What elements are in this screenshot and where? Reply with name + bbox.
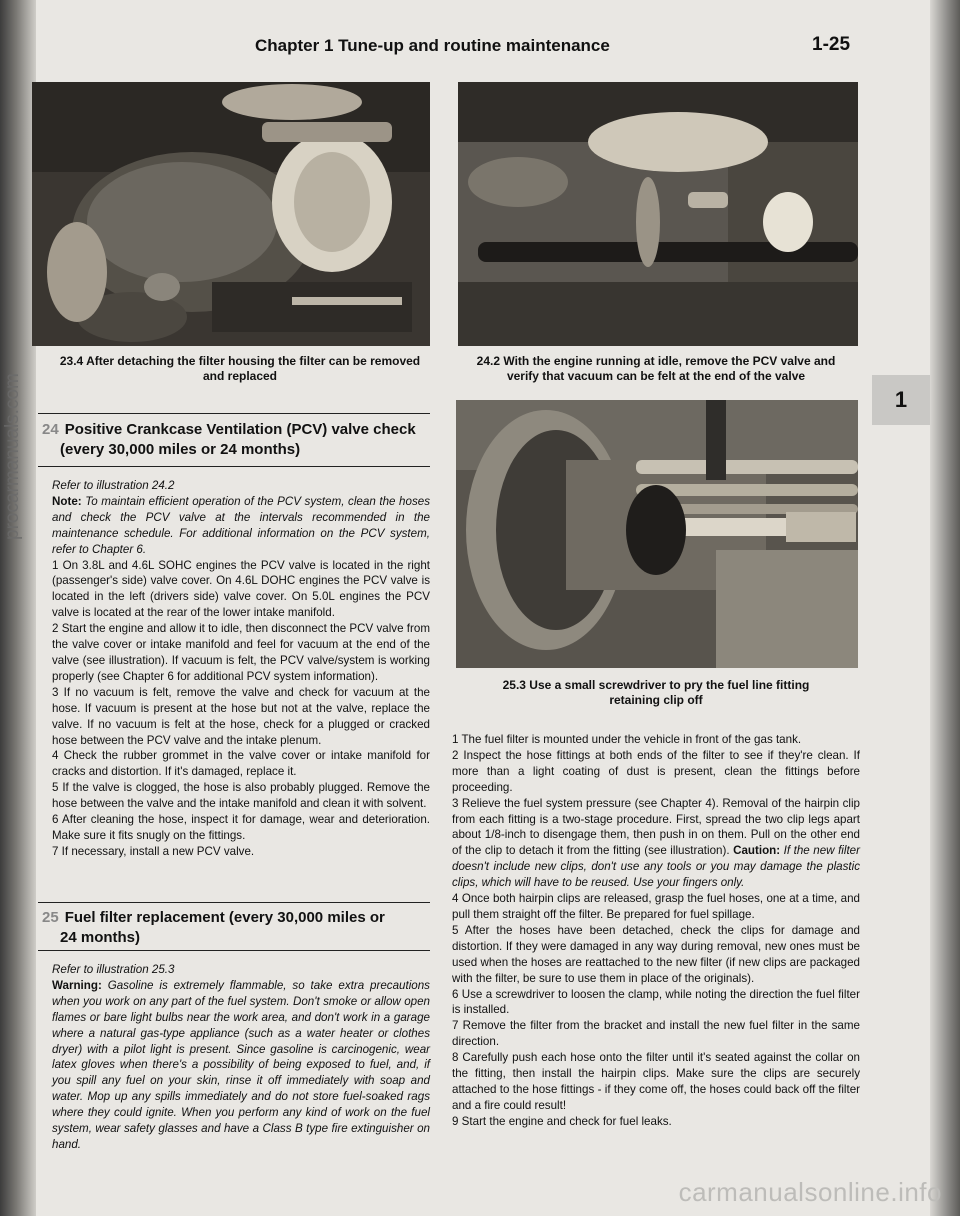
photo-pcv-valve — [458, 82, 858, 346]
section-24-title-line1: Positive Crankcase Ventilation (PCV) valve check — [64, 421, 416, 438]
section-25-title-line2: 24 months) — [60, 929, 141, 946]
section-24-paragraph-6: 6 After cleaning the hose, inspect it for damage, wear and deterioration. Make sure it fits snugly on the fittings. — [52, 813, 430, 842]
section-25-paragraph-7: 7 Remove the filter from the bracket and install the new fuel filter in the same direction. — [452, 1019, 860, 1049]
caption-25-3-line1: 25.3 Use a small screwdriver to pry the fuel line fitting — [502, 678, 810, 692]
caption-24-2 — [452, 354, 860, 384]
photo-air-filter-housing — [32, 82, 430, 346]
section-25-top-rule — [38, 902, 430, 903]
watermark-bottom: carmanualsonline.info — [678, 1177, 942, 1207]
section-25-warning-text: Gasoline is extremely flammable, so take extra precautions when you work on any part of the fuel system. Don't smoke or allow open flames or bare light bulbs near the work area, and don't work in a garage where a natural gas-type appliance (such as a water heater or clothes dryer) with a pilot light is present. Since gasoline is carcinogenic, wear latex gloves when there's a possibility of being exposed to fuel, and, if you spill any fuel on your skin, rinse it off immediately with soap and water. Mop up any spills immediately and do not store fuel-soaked rags where they could ignite. When you perform any kind of work on the fuel system, wear safety glasses and have a Class B type fire extinguisher on hand. — [52, 978, 430, 1151]
section-25-paragraph-3: 3 Relieve the fuel system pressure (see Chapter 4). Removal of the hairpin clip from each fitting is a two-stage procedure. First, spread the two clip legs apart about 1/8-inch to disengage them, then push in on them. Pull on the other end of the clip to detach it from the fitting (see illustration). — [452, 796, 860, 858]
section-24-paragraph-5: 5 If the valve is clogged, the hose is also probably plugged. Remove the hose between the valve and the intake manifold and clean it with solvent. — [52, 781, 430, 811]
section-24-number: 24 — [42, 421, 59, 438]
section-25-paragraph-5: 5 After the hoses have been detached, check the clips for damage and distortion. If they were damaged in any way during removal, new ones must be used when the hoses are reattached to the new filter (if new clips are packaged with the filter, be sure to use them in place of the originals). — [452, 923, 860, 985]
section-24-note-text: To maintain efficient operation of the PCV system, clean the hoses and check the PCV valve at the intervals recommended in the maintenance schedule. For additional information on the PCV system, refer to Chapter 6. — [52, 494, 430, 556]
section-25-caution-text: If the new filter doesn't include new clips, don't use any tools or you may damage the plastic clips, which will have to be reused. Use your fingers only. — [452, 844, 860, 890]
page-header — [0, 28, 960, 58]
section-25-number: 25 — [42, 909, 59, 926]
section-25-refer: Refer to illustration 25.3 — [52, 963, 175, 976]
section-24-top-rule — [38, 413, 430, 414]
section-25-bottom-rule — [38, 950, 430, 951]
section-24-body — [52, 478, 430, 860]
chapter-side-tab: 1 — [872, 375, 930, 425]
section-25-body — [452, 732, 860, 1130]
photo-fuel-filter-clip — [456, 400, 858, 668]
section-25-paragraph-6: 6 Use a screwdriver to loosen the clamp, while noting the direction the fuel filter is installed. — [452, 987, 860, 1017]
section-24-paragraph-2: 2 Start the engine and allow it to idle, then disconnect the PCV valve from the valve cover or intake manifold and feel for vacuum at the end of the valve (see illustration). If vacuum is felt, the PCV valve/system is working properly (see Chapter 6 for additional PCV system information). — [52, 622, 430, 683]
section-24-heading — [42, 420, 432, 460]
section-25-paragraph-9: 9 Start the engine and check for fuel leaks. — [452, 1114, 672, 1128]
section-24-refer: Refer to illustration 24.2 — [52, 479, 175, 492]
section-25-title-line1: Fuel filter replacement (every 30,000 miles or — [64, 909, 385, 926]
section-25-paragraph-4: 4 Once both hairpin clips are released, grasp the fuel hoses, one at a time, and pull them straight off the filter. Be prepared for fuel spillage. — [452, 892, 860, 921]
section-25-paragraph-8: 8 Carefully push each hose onto the filter until it's seated against the collar on the fitting, then install the hairpin clips. Make sure the clips are securely attached to the hose fittings - if they come off, the hoses could back off the filter and a fire could result! — [452, 1051, 860, 1112]
caption-23-4-line1: 23.4 After detaching the filter housing the filter can be removed — [59, 354, 421, 368]
section-25-warning-block — [52, 962, 430, 1153]
caption-23-4 — [40, 354, 440, 384]
caption-25-3 — [452, 678, 860, 708]
section-24-paragraph-1: 1 On 3.8L and 4.6L SOHC engines the PCV valve is located in the right (passenger's side) valve cover. On 4.6L DOHC engines the PCV valve is located in the left (drivers side) valve cover. On 5.0L engines the PCV valve is located at the rear of the lower intake manifold. — [52, 558, 430, 620]
section-25-caution-label: Caution: — [733, 844, 781, 858]
section-24-bottom-rule — [38, 466, 430, 467]
section-25-paragraph-1: 1 The fuel filter is mounted under the vehicle in front of the gas tank. — [452, 733, 802, 746]
section-24-paragraph-7: 7 If necessary, install a new PCV valve. — [52, 844, 255, 858]
caption-25-3-line2: retaining clip off — [609, 693, 703, 707]
caption-23-4-line2: and replaced — [202, 369, 278, 383]
page-edge-shadow — [930, 0, 960, 1216]
section-25-warning-label: Warning: — [52, 978, 102, 992]
caption-24-2-line2: verify that vacuum can be felt at the end of the valve — [506, 369, 806, 383]
book-spine-shadow — [0, 0, 36, 1216]
section-25-paragraph-2: 2 Inspect the hose fittings at both ends of the filter to see if they're clean. If more than a light coating of dust is present, clean the fittings before proceeding. — [452, 748, 860, 794]
watermark-vertical: procarmanuals.com — [2, 373, 23, 540]
section-24-title-line2: (every 30,000 miles or 24 months) — [60, 441, 301, 458]
section-24-paragraph-4: 4 Check the rubber grommet in the valve cover or intake manifold for cracks and distortion. If it's damaged, replace it. — [52, 749, 430, 779]
chapter-title: Chapter 1 Tune-up and routine maintenance — [255, 36, 610, 55]
page-number: 1-25 — [812, 34, 851, 55]
section-24-paragraph-3: 3 If no vacuum is felt, remove the valve and check for vacuum at the hose. If vacuum is present at the hose but not at the valve, replace the valve. If no vacuum is felt at the hose, check for a plugged or cracked hose between the PCV valve and the intake plenum. — [52, 685, 430, 747]
section-25-heading — [42, 908, 432, 948]
caption-24-2-line1: 24.2 With the engine running at idle, remove the PCV valve and — [476, 354, 836, 368]
section-24-note-label: Note: — [52, 494, 82, 508]
